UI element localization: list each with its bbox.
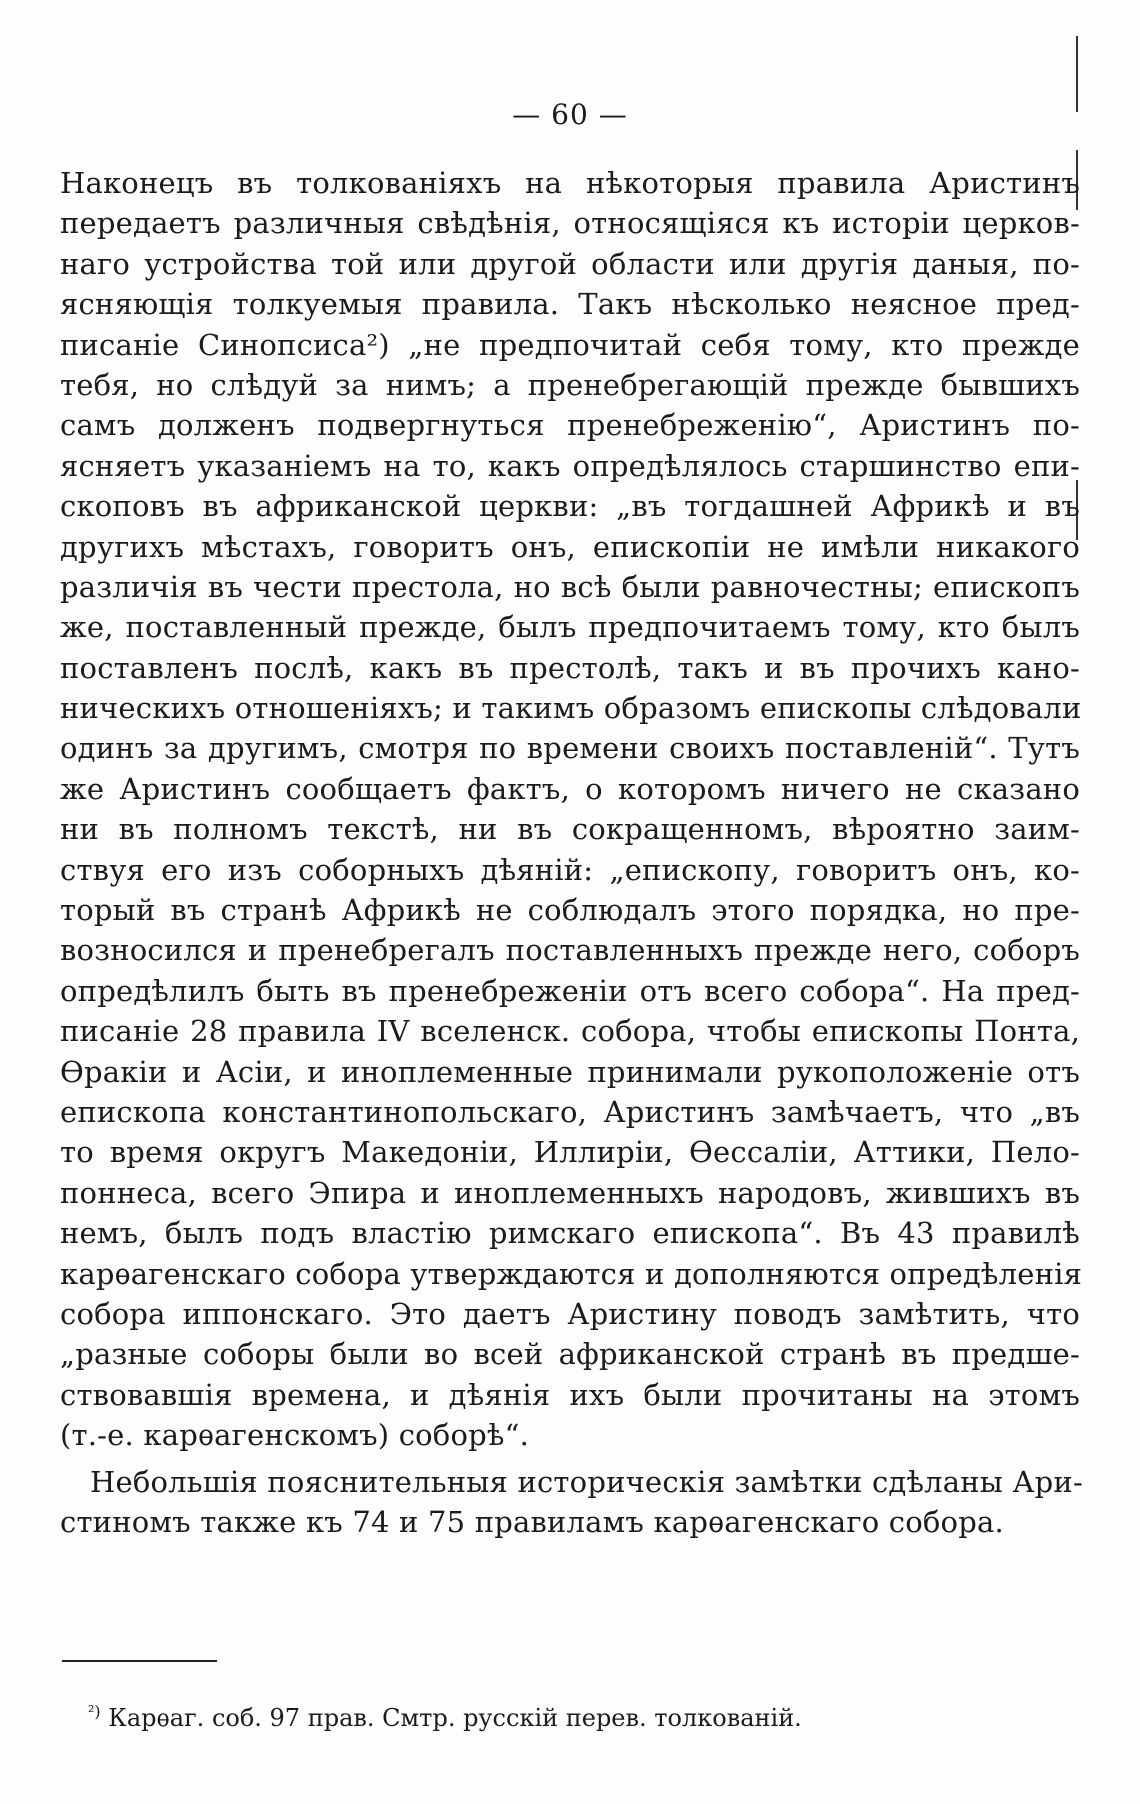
- text-line: различія въ чести престола, но всѣ были равночестны; епископъ: [60, 569, 1080, 604]
- text-line: ясняетъ указаніемъ на то, какъ опредѣлялось старшинство епи-: [60, 448, 1080, 483]
- text-line: поставленъ послѣ, какъ въ престолѣ, такъ и въ прочихъ кано-: [60, 650, 1080, 685]
- text-line: одинъ за другимъ, смотря по времени своихъ поставленій“. Тутъ: [60, 731, 1080, 766]
- paragraph: [60, 1462, 1083, 1543]
- text-line: немъ, былъ подъ властію римскаго епископа“. Въ 43 правилѣ: [60, 1216, 1080, 1251]
- text-line: возносился и пренебрегалъ поставленныхъ прежде него, соборъ: [60, 933, 1080, 968]
- text-line: ясняющія толкуемыя правила. Такъ нѣсколько неясное пред-: [60, 287, 1080, 322]
- text-line: Наконецъ въ толкованіяхъ на нѣкоторыя правила Аристинъ: [60, 166, 1080, 200]
- text-line: „разные соборы были во всей африканской странѣ въ предше-: [60, 1337, 1080, 1372]
- text-line: торый въ странѣ Африкѣ не соблюдалъ этого порядка, но пре-: [60, 893, 1080, 928]
- text-line: Ѳракіи и Асіи, и иноплеменные принимали рукоположеніе отъ: [60, 1054, 1080, 1089]
- footnote-separator: [62, 1660, 217, 1662]
- footnote-marker: ²): [88, 1702, 101, 1721]
- text-line: другихъ мѣстахъ, говоритъ онъ, епископіи не имѣли никакого: [60, 529, 1080, 564]
- page-number: — 60 —: [512, 98, 628, 131]
- text-line: Небольшія пояснительныя историческія замѣтки сдѣланы Ари-: [90, 1464, 1083, 1499]
- footnote: [88, 1702, 1088, 1732]
- text-line: же, поставленный прежде, былъ предпочитаемъ тому, кто былъ: [60, 610, 1080, 645]
- text-line: скоповъ въ африканской церкви: „въ тогдашней Африкѣ и въ: [60, 489, 1080, 524]
- text-line: наго устройства той или другой области или другія даныя, по-: [60, 246, 1080, 281]
- body-text: [60, 163, 1083, 1542]
- text-line: писаніе Синопсиса²) „не предпочитай себя тому, кто прежде: [60, 327, 1080, 362]
- text-line: передаетъ различныя свѣдѣнія, относящіяся къ исторіи церков-: [60, 206, 1080, 241]
- text-line: опредѣлилъ быть въ пренебреженіи отъ всего собора“. На пред-: [60, 973, 1080, 1008]
- footnote-text: Карѳаг. соб. 97 прав. Смтр. русскій перев. толкованій.: [108, 1704, 802, 1732]
- text-line: же Аристинъ сообщаетъ фактъ, о которомъ ничего не сказано: [60, 771, 1080, 806]
- text-line: тебя, но слѣдуй за нимъ; а пренебрегающій прежде бывшихъ: [60, 367, 1080, 402]
- text-line: собора иппонскаго. Это даетъ Аристину поводъ замѣтить, что: [60, 1296, 1080, 1331]
- text-line: писаніе 28 правила IV вселенск. собора, чтобы епископы Понта,: [60, 1014, 1080, 1049]
- text-line: карѳагенскаго собора утверждаются и дополняются опредѣленія: [60, 1256, 1083, 1291]
- text-line: ствовавшія времена, и дѣянія ихъ были прочитаны на этомъ: [60, 1377, 1080, 1412]
- paragraph: [60, 163, 1083, 1456]
- text-line: епископа константинопольскаго, Аристинъ замѣчаетъ, что „въ: [60, 1094, 1080, 1129]
- text-line: (т.-е. карѳагенскомъ) соборѣ“.: [60, 1418, 530, 1453]
- text-line: то время округъ Македоніи, Иллиріи, Ѳессаліи, Аттики, Пело-: [60, 1135, 1080, 1170]
- text-line: поннеса, всего Эпира и иноплеменныхъ народовъ, жившихъ въ: [60, 1175, 1080, 1210]
- text-line: самъ долженъ подвергнуться пренебреженію“, Аристинъ по-: [60, 408, 1080, 443]
- text-line: ническихъ отношеніяхъ; и такимъ образомъ епископы слѣдовали: [60, 691, 1082, 726]
- text-line: ствуя его изъ соборныхъ дѣяній: „епископу, говоритъ онъ, ко-: [60, 852, 1080, 887]
- text-line: стиномъ также къ 74 и 75 правиламъ карѳагенскаго собора.: [60, 1504, 1004, 1539]
- text-line: ни въ полномъ текстѣ, ни въ сокращенномъ, вѣроятно заим-: [60, 812, 1080, 847]
